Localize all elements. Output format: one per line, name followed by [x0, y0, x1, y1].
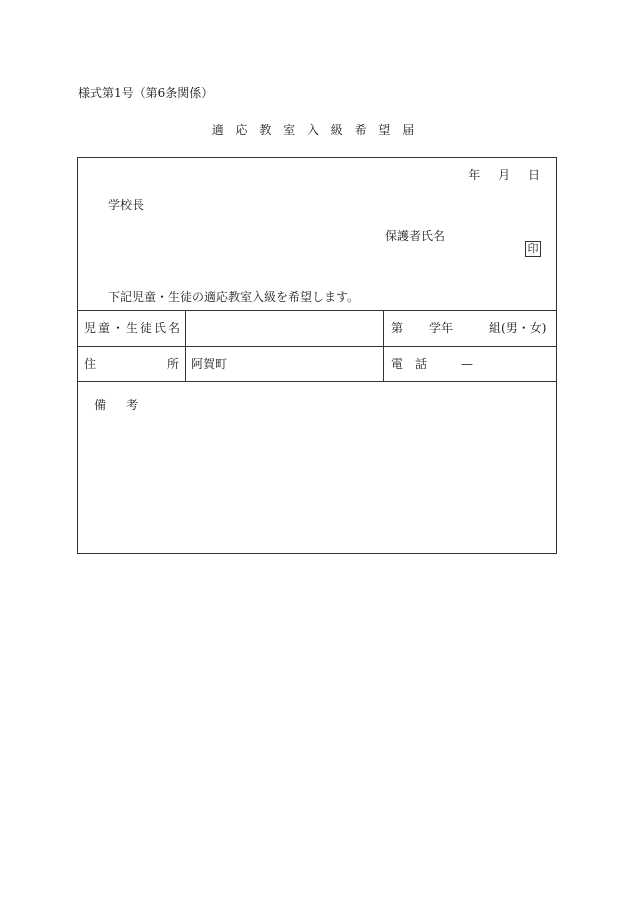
student-row	[78, 310, 556, 346]
phone-dash: —	[461, 357, 474, 371]
student-name-field[interactable]	[186, 311, 384, 346]
date-day[interactable]: 日	[527, 168, 540, 182]
address-label-start: 住	[84, 357, 97, 371]
form-number: 様式第1号（第6条関係）	[78, 86, 214, 100]
address-field[interactable]: 阿賀町	[186, 347, 384, 382]
address-row	[78, 346, 556, 382]
date-line	[454, 166, 540, 183]
class-group: 組(男・女)	[489, 321, 547, 335]
form-title: 適 応 教 室 入 級 希 望 届	[211, 123, 419, 137]
student-name-label: 児童・生徒氏名	[78, 311, 186, 346]
phone-label: 電 話	[391, 357, 428, 371]
address-label-end: 所	[166, 357, 179, 371]
address-label	[78, 347, 186, 382]
seal-mark: 印	[525, 241, 541, 257]
phone-field[interactable]	[384, 347, 556, 382]
date-year[interactable]: 年	[468, 168, 481, 182]
class-grade: 学年	[429, 321, 454, 335]
remarks-label: 備考	[94, 398, 159, 412]
class-field[interactable]	[384, 311, 556, 346]
addressee: 学校長	[108, 198, 145, 212]
class-prefix: 第	[391, 321, 404, 335]
request-text: 下記児童・生徒の適応教室入級を希望します。	[108, 290, 360, 304]
date-month[interactable]: 月	[498, 168, 511, 182]
remarks-divider	[78, 381, 556, 382]
form-frame	[77, 157, 557, 554]
guardian-name-label: 保護者氏名	[385, 229, 446, 243]
